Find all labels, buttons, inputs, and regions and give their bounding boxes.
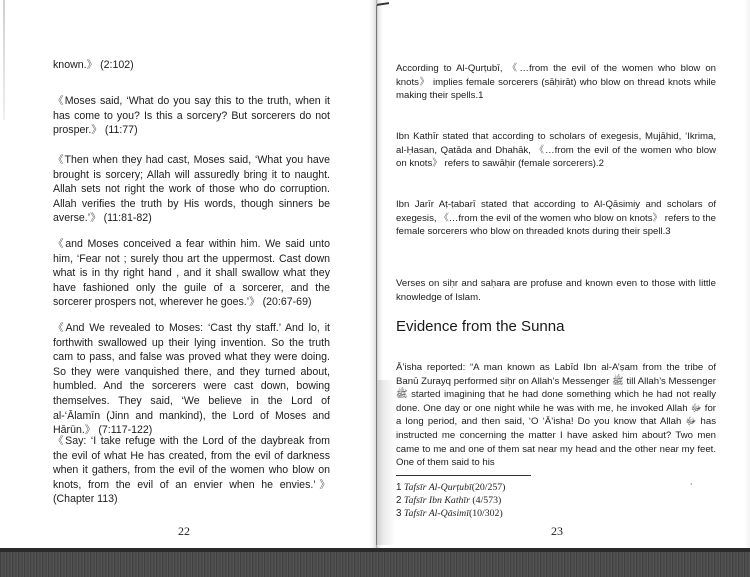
gutter-fold-line	[376, 5, 377, 545]
verse-paragraph: 《And We revealed to Moses: ‘Cast thy staff.’ And lo, it forthwith swallowed up their lying invention. So the truth cam to pass, and false was proved what they were doing. So they were vanquished there, and they turned about, humbled. And the sorcerers were cast down, bowing themselves. They said, ‘We believe in the Lord of al-‘Ālamīn (Jinn and mankind), the Lord of Moses and Hārūn.》 (7:117-122)	[53, 322, 330, 437]
verse-paragraph: known.》 (2:102)	[53, 59, 134, 71]
footnote: 2 Tafsīr Ibn Kathīr (4/573)	[396, 495, 502, 506]
hadith-paragraph: Ā’isha reported: “A man known as Labīd Ibn al-A’ṣam from the tribe of Banū Zurayq performed siḥr on Allah’s Messenger ﷺ till Allah’s Messenger ﷺ started imagining that he had done something which he had not really done. One day or one night while he was with me, he invoked Allah ﷻ for a long period, and then said, ‘O ‘Ā’isha! Do you know that Allah ﷻ has instructed me concerning the matter I have asked him about? Two men came to me and one of them sat near my head and the other near my feet. One of them said to his	[396, 362, 717, 469]
commentary-paragraph: Verses on siḥr and saḥara are profuse and known even to those with little knowledge of Islam.	[396, 278, 716, 303]
section-heading: Evidence from the Sunna	[396, 318, 565, 335]
verse-paragraph: 《Moses said, ‘What do you say this to the truth, when it has come to you? Is this a sorcery? But sorcerers do not prosper.》 (11:77)	[53, 95, 330, 137]
footnotes-list	[396, 481, 505, 520]
page-number-left: 22	[178, 524, 190, 538]
commentary-paragraph: According to Al-Qurṭubī, 《…from the evil of the women who blow on knots》 implies female sorcerers (sāḥirāt) who blow on thread knots while making their spells.1	[396, 63, 716, 102]
stray-mark: ′	[690, 482, 692, 491]
verse-paragraph: 《and Moses conceived a fear within him. We said unto him, ‘Fear not ; surely thou art the uppermost. Cast down what is in thy right hand , and it shall swallow what they have fashioned only the guile of a sorcerer, and the sorcerer prospers not, wherever he goes.’》 (20:67-69)	[53, 238, 330, 309]
footnote: 3 Tafsīr Al-Qāsimī(10/302)	[396, 508, 503, 519]
page-edge-left	[3, 0, 5, 120]
footnote: 1 Tafsīr Al-Qurṭubī(20/257)	[396, 482, 506, 493]
page-edge-right	[744, 0, 750, 548]
verse-paragraph: 《Say: ‘I take refuge with the Lord of the daybreak from the evil of what He has created, from the evil of darkness when it gathers, from the evil of the women who blow on knots, from the evil of an envier when he envies.’》 (Chapter 113)	[53, 435, 330, 506]
scanner-bed-edge	[0, 548, 750, 577]
footnote-divider	[396, 475, 531, 476]
verse-paragraph: 《Then when they had cast, Moses said, ‘What you have brought is sorcery; Allah will assuredly bring it to naught. Allah sets not right the work of those who do corruption. Allah verifies the truth by His words, though sinners be averse.’》 (11:81-82)	[53, 154, 330, 225]
commentary-paragraph: Ibn Kathīr stated that according to scholars of exegesis, Mujāhid, ‘Ikrima, al-Ḥasan, Qatāda and Dhahāk, 《…from the evil of the women who blow on knots》 refers to sawāḥir (female sorcerers).2	[396, 131, 716, 170]
commentary-paragraph: Ibn Jarīr Aṭ-ṭabarī stated that according to Al-Qāsimiy and scholars of exegesis, 《…from the evil of the women who blow on knots》 refers to the female sorcerers who blow on threaded knots during their spell.3	[396, 199, 716, 238]
gutter-shadow	[377, 380, 395, 545]
page-number-right: 23	[551, 524, 563, 538]
